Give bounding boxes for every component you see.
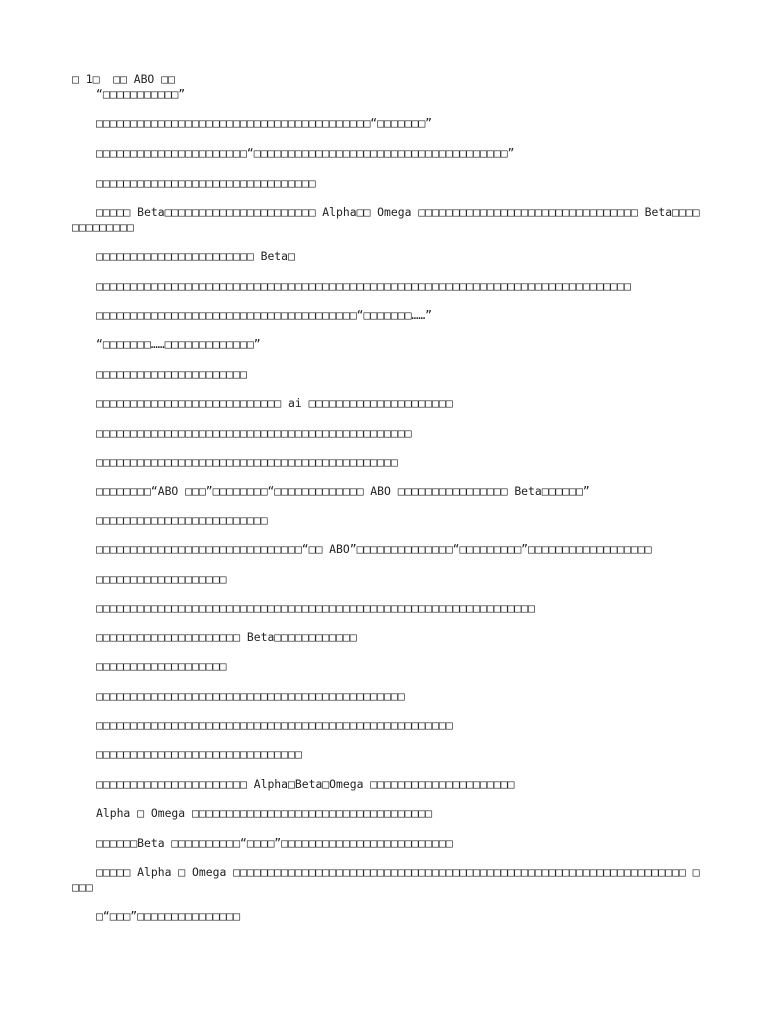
paragraph: □□□□□□Beta □□□□□□□□□□“□□□□”□□□□□□□□□□□□□□□□□□□□□□□□□ [96,836,453,850]
paragraph: □□□□□□□□□□□□□□□□□□□□□□“□□□□□□□□□□□□□□□□□□□□□□□□□□□□□□□□□□□□□” [96,146,515,160]
paragraph: □□□□□□□□□□□□□□□□□□□□□□□□□□□□□□□□□□□□□□□□□□□□□□□□□□□□□□□□□□□□□□□□ [96,601,535,615]
paragraph: □□□□□□□□□□□□□□□□□□□□□□□□□□□□□□“□□ ABO”□□□□□□□□□□□□□□“□□□□□□□□□”□□□□□□□□□□□□□□□□□□ [96,542,652,556]
paragraph: □□□□□□□□□□□□□□□□□□□□□□□□□□□□□□□□□□□□□□□□□□□□□ [96,689,405,703]
paragraph: □□□□□□□□□□□□□□□□□□□□□□□□□□□□□□□□□□□□□□□□□□□□□□ [96,426,412,440]
chapter-heading: □ 1□ □□ ABO □□ [72,72,175,86]
paragraph: □□□□□□□□□□□□□□□□□□□ [96,659,227,673]
paragraph: □□□□□□□□□□□□□□□□□□□□□ Beta□□□□□□□□□□□□ [96,630,357,644]
paragraph: □□□□□□□□□□□□□□□□□□□□□□□□□□□□□□□□□□□□□□□□□□□□□□□□□□□□ [96,718,453,732]
paragraph: □□□□□ Beta□□□□□□□□□□□□□□□□□□□□□□ Alpha□□ Omega □□□□□□□□□□□□□□□□□□□□□□□□□□□□□□□□ Beta□□□□ □□□□□□□□□ [72,205,707,234]
paragraph: □□□□□□□□□□□□□□□□□□□□□□□□□□□□□□□□ [96,176,316,190]
paragraph: Alpha □ Omega □□□□□□□□□□□□□□□□□□□□□□□□□□□□□□□□□□□ [96,806,433,820]
paragraph: □□□□□□□□□□□□□□□□□□□□□□ [96,367,247,381]
paragraph: □□□□□□□□□□□□□□□□□□□□□□□□□□□□□□ [96,747,302,761]
paragraph: □“□□□”□□□□□□□□□□□□□□□ [96,909,241,923]
paragraph: □□□□□□□□□□□□□□□□□□□□□□□ Beta□ [96,249,295,263]
paragraph: □□□□□ Alpha □ Omega □□□□□□□□□□□□□□□□□□□□□□□□□□□□□□□□□□□□□□□□□□□□□□□□□□□□□□□□□□□□□□□□□□ □□□□ [72,865,700,894]
paragraph: □□□□□□□□□□□□□□□□□□□□□□□□□□□□□□□□□□□□□□□□□□□□ [96,455,398,469]
paragraph: “□□□□□□□……□□□□□□□□□□□□□” [96,337,261,351]
paragraph: □□□□□□□□□□□□□□□□□□□□□□□□□□□ ai □□□□□□□□□□□□□□□□□□□□□ [96,396,453,410]
paragraph: □□□□□□□□□□□□□□□□□□□□□□□□□□□□□□□□□□□□□□□□“□□□□□□□” [96,116,433,130]
paragraph: □□□□□□□□□□□□□□□□□□□□□□□□□□□□□□□□□□□□□□“□□□□□□□……” [96,308,433,322]
paragraph: “□□□□□□□□□□□” [96,87,186,101]
paragraph: □□□□□□□□□□□□□□□□□□□□□□□□□ [96,513,268,527]
paragraph: □□□□□□□□“ABO □□□”□□□□□□□□“□□□□□□□□□□□□□ ABO □□□□□□□□□□□□□□□□ Beta□□□□□□” [96,484,590,498]
paragraph: □□□□□□□□□□□□□□□□□□□□□□□□□□□□□□□□□□□□□□□□□□□□□□□□□□□□□□□□□□□□□□□□□□□□□□□□□□□□□□ [96,279,631,293]
paragraph: □□□□□□□□□□□□□□□□□□□ [96,572,227,586]
paragraph: □□□□□□□□□□□□□□□□□□□□□□ Alpha□Beta□Omega □□□□□□□□□□□□□□□□□□□□□ [96,777,515,791]
